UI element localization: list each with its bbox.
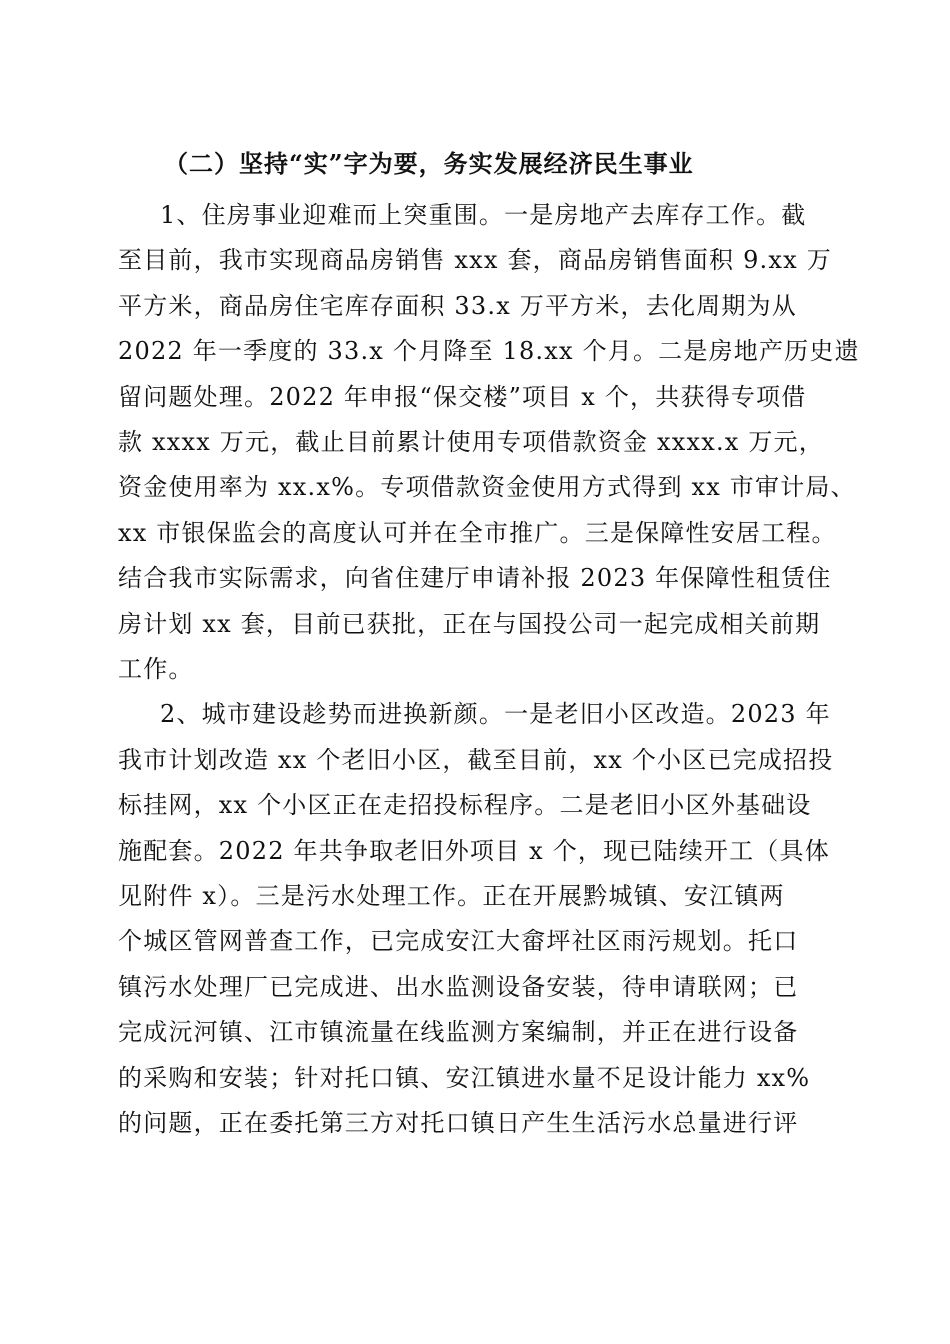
paragraph-1-line: 平方米，商品房住宅库存面积 33.x 万平方米，去化周期为从: [118, 292, 797, 320]
paragraph-2-line: 施配套。2022 年共争取老旧外项目 x 个，现已陆续开工（具体: [118, 837, 830, 865]
paragraph-2-line: 的问题，正在委托第三方对托口镇日产生生活污水总量进行评: [118, 1109, 799, 1137]
paragraph-2-line: 见附件 x）。三是污水处理工作。正在开展黔城镇、安江镇两: [118, 882, 785, 910]
paragraph-1-line: 工作。: [118, 655, 194, 683]
paragraph-2-line: 镇污水处理厂已完成进、出水监测设备安装，待申请联网；已: [118, 973, 799, 1001]
paragraph-1-line: 款 xxxx 万元，截止目前累计使用专项借款资金 xxxx.x 万元，: [118, 428, 824, 456]
paragraph-1-line: 结合我市实际需求，向省住建厅申请补报 2023 年保障性租赁住: [118, 564, 832, 592]
paragraph-1-line: 房计划 xx 套，目前已获批，正在与国投公司一起完成相关前期: [118, 610, 821, 638]
paragraph-2-line: 个城区管网普查工作，已完成安江大畲坪社区雨污规划。托口: [118, 927, 799, 955]
paragraph-1-line: 资金使用率为 xx.x%。专项借款资金使用方式得到 xx 市审计局、: [118, 473, 856, 501]
paragraph-1-line: 1、住房事业迎难而上突重围。一是房地产去库存工作。截: [160, 201, 807, 229]
paragraph-1-line: xx 市银保监会的高度认可并在全市推广。三是保障性安居工程。: [118, 519, 837, 547]
paragraph-1-line: 至目前，我市实现商品房销售 xxx 套，商品房销售面积 9.xx 万: [118, 246, 832, 274]
paragraph-2-line: 完成沅河镇、江市镇流量在线监测方案编制，并正在进行设备: [118, 1018, 799, 1046]
paragraph-1-line: 留问题处理。2022 年申报“保交楼”项目 x 个，共获得专项借: [118, 383, 807, 411]
section-heading: （二）坚持“实”字为要，务实发展经济民生事业: [164, 149, 694, 178]
paragraph-2-line: 标挂网，xx 个小区正在走招投标程序。二是老旧小区外基础设: [118, 791, 812, 819]
paragraph-1-line: 2022 年一季度的 33.x 个月降至 18.xx 个月。二是房地产历史遗: [118, 337, 860, 365]
paragraph-2-line: 我市计划改造 xx 个老旧小区，截至目前，xx 个小区已完成招投: [118, 746, 834, 774]
paragraph-2-line: 的采购和安装；针对托口镇、安江镇进水量不足设计能力 xx%: [118, 1064, 811, 1092]
paragraph-2-line: 2、城市建设趁势而进换新颜。一是老旧小区改造。2023 年: [160, 700, 831, 728]
